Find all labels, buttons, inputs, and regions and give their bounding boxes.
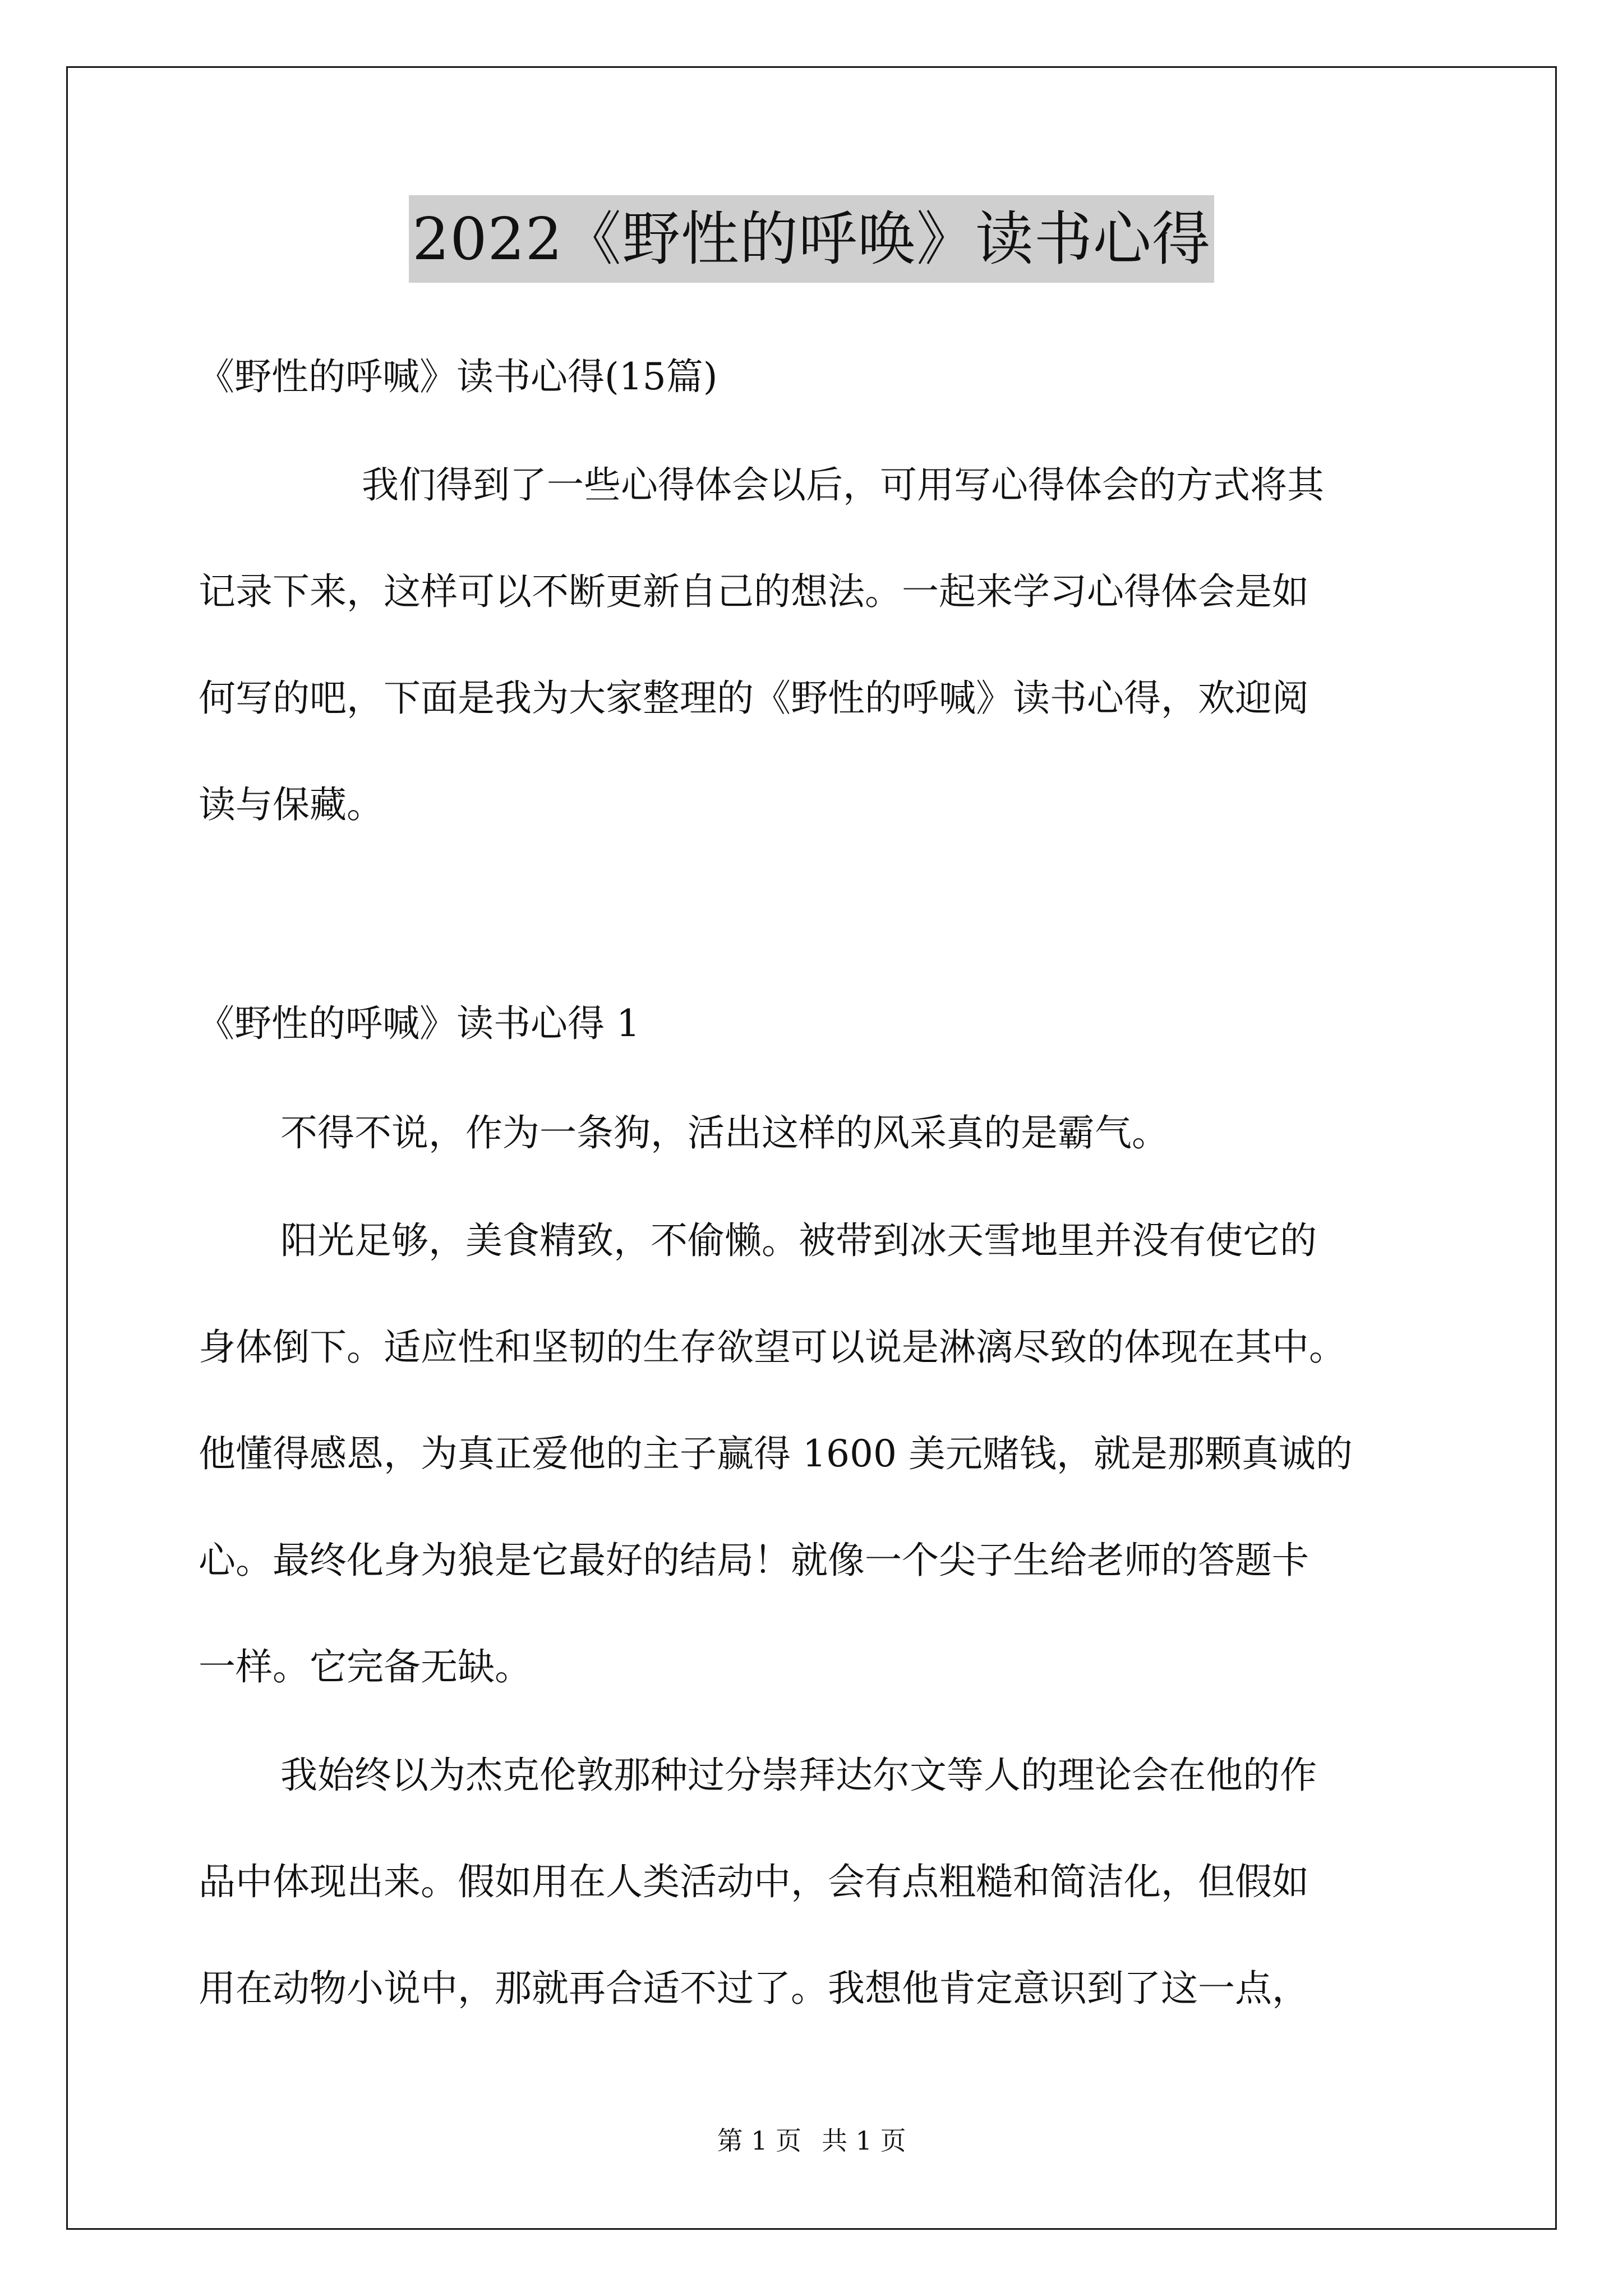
body-line-6: 一样。它完备无缺。 <box>199 1645 532 1688</box>
document-subtitle: 《野性的呼喊》读书心得(15篇) <box>197 355 718 398</box>
body-line-7: 我始终以为杰克伦敦那种过分崇拜达尔文等人的理论会在他的作 <box>280 1754 1317 1797</box>
body-line-9: 用在动物小说中，那就再合适不过了。我想他肯定意识到了这一点， <box>199 1967 1309 2010</box>
intro-line-3: 何写的吧，下面是我为大家整理的《野性的呼喊》读书心得，欢迎阅 <box>199 677 1309 720</box>
body-line-8: 品中体现出来。假如用在人类活动中，会有点粗糙和简洁化，但假如 <box>199 1860 1309 1903</box>
section-heading: 《野性的呼喊》读书心得 1 <box>197 1002 640 1045</box>
body-line-1: 不得不说，作为一条狗，活出这样的风采真的是霸气。 <box>280 1111 1169 1154</box>
body-line-4: 他懂得感恩，为真正爱他的主子赢得 1600 美元赌钱，就是那颗真诚的 <box>199 1432 1353 1475</box>
body-line-3: 身体倒下。适应性和坚韧的生存欲望可以说是淋漓尽致的体现在其中。 <box>199 1326 1346 1369</box>
intro-line-2: 记录下来，这样可以不断更新自己的想法。一起来学习心得体会是如 <box>199 570 1309 613</box>
body-line-2: 阳光足够，美食精致，不偷懒。被带到冰天雪地里并没有使它的 <box>280 1219 1317 1262</box>
page-footer <box>0 2124 1623 2157</box>
page-total: 共 1 页 <box>822 2125 906 2156</box>
intro-line-1: 我们得到了一些心得体会以后，可用写心得体会的方式将其 <box>362 463 1324 507</box>
body-line-5: 心。最终化身为狼是它最好的结局！就像一个尖子生给老师的答题卡 <box>199 1539 1309 1582</box>
intro-line-4: 读与保藏。 <box>199 783 384 826</box>
document-title: 2022《野性的呼唤》读书心得 <box>409 195 1214 283</box>
page-number: 第 1 页 <box>717 2125 801 2156</box>
title-container <box>0 195 1623 283</box>
